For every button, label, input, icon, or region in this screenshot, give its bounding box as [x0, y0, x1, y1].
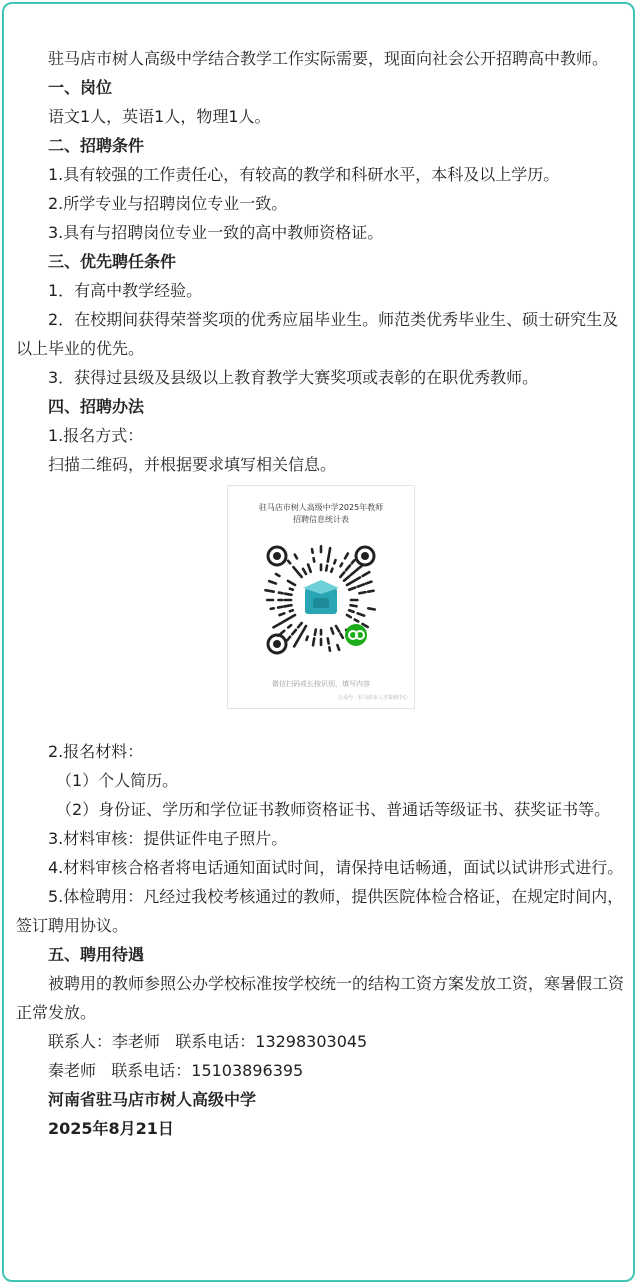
contact-line: 联系人：李老师 联系电话：13298303045 — [48, 1032, 368, 1051]
registration-method-label: 1.报名方式： — [48, 426, 144, 445]
physical-exam-text: 5.体检聘用：凡经过我校考核通过的教师，提供医院体检合格证，在规定时间内，签订聘用协议。 — [16, 887, 624, 935]
article-card — [2, 2, 635, 1282]
registration-method-text: 扫描二维码，并根据要求填写相关信息。 — [48, 455, 337, 474]
section-heading-positions: 一、岗位 — [48, 78, 113, 97]
miniapp-badge-icon — [345, 624, 367, 646]
requirement-item: 2.所学专业与招聘岗位专业一致。 — [48, 194, 288, 213]
qr-code-image[interactable] — [263, 542, 379, 658]
treatment-text: 被聘用的教师参照公办学校标准按学校统一的结构工资方案发放工资，寒暑假工资正常发放。 — [16, 974, 625, 1022]
intro-paragraph: 驻马店市树人高级中学结合教学工作实际需要，现面向社会公开招聘高中教师。 — [48, 49, 609, 68]
signature-date: 2025年8月21日 — [48, 1119, 174, 1138]
section-heading-treatment: 五、聘用待遇 — [48, 945, 145, 964]
priority-item: 3．获得过县级及县级以上教育教学大赛奖项或表彰的在职优秀教师。 — [48, 368, 539, 387]
signature-org: 河南省驻马店市树人高级中学 — [48, 1090, 257, 1109]
priority-item: 2．在校期间获得荣誉奖项的优秀应届毕业生。师范类优秀毕业生、硕士研究生及以上毕业的优先。 — [16, 310, 619, 358]
requirement-item: 3.具有与招聘岗位专业一致的高中教师资格证。 — [48, 223, 384, 242]
materials-item: （1）个人简历。 — [56, 771, 179, 790]
positions-text: 语文1人，英语1人，物理1人。 — [48, 107, 271, 126]
qr-title: 驻马店市树人高级中学2025年教师 招聘信息统计表 — [258, 503, 384, 524]
qr-code-card[interactable] — [227, 485, 415, 709]
section-heading-method: 四、招聘办法 — [48, 397, 145, 416]
review-text: 3.材料审核：提供证件电子照片。 — [48, 829, 288, 848]
materials-label: 2.报名材料： — [48, 742, 144, 761]
article-content — [16, 44, 626, 1143]
requirement-item: 1.具有较强的工作责任心，有较高的教学和科研水平，本科及以上学历。 — [48, 165, 560, 184]
priority-item: 1．有高中教学经验。 — [48, 281, 203, 300]
contact-line: 秦老师 联系电话：15103896395 — [48, 1061, 304, 1080]
section-heading-requirements: 二、招聘条件 — [48, 136, 145, 155]
materials-item: （2）身份证、学历和学位证书教师资格证书、普通话等级证书、获奖证书等。 — [56, 800, 611, 819]
qr-caption: 微信扫码或长按识别，填写内容 — [272, 680, 370, 688]
qr-source-label: 公众号 · 驻马店市人才资源中心 — [338, 695, 408, 701]
interview-text: 4.材料审核合格者将电话通知面试时间，请保持电话畅通，面试以试讲形式进行。 — [48, 858, 624, 877]
section-heading-priority: 三、优先聘任条件 — [48, 252, 177, 271]
